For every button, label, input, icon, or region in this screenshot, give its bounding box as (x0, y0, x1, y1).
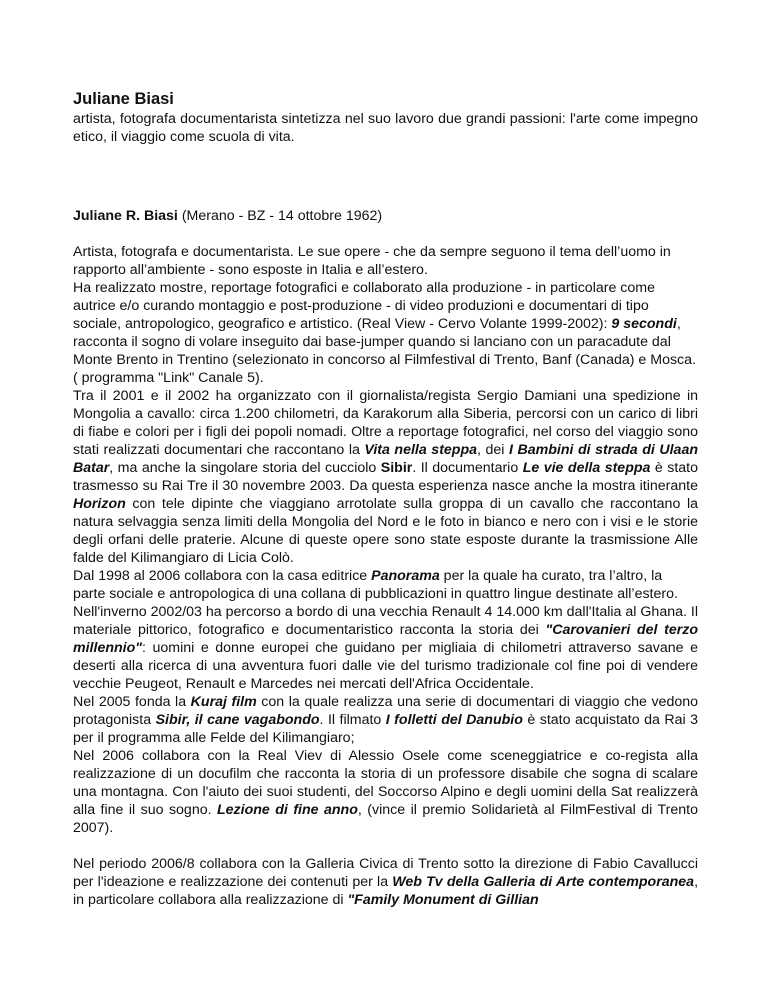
paragraph-panorama (73, 567, 698, 603)
project-carovanieri: "Carovanieri del terzo millennio" (73, 622, 698, 656)
p3-text-1: Tra il 2001 e il 2002 ha organizzato con il giornalista/regista Sergio Damiani una spedizione in Mongolia a cavallo: circa 1.200 chilometri, da Karakorum alla Siberia, percorsi con un carico di libri di fiabe e colori per i figli dei popoli nomadi. Oltre a reportage fotografici, nel corso del viaggio sono stati realizzati documentari che raccontano la (73, 388, 698, 458)
p6-text-4: è stato acquistato da Rai 3 per il programma alle Felde del Kilimangiaro; (73, 712, 698, 746)
p3-text-5: è stato trasmesso su Rai Tre il 30 novembre 2003. Da questa esperienza nasce anche la mostra itinerante (73, 460, 698, 494)
film-le-vie-della-steppa: Le vie della steppa (522, 460, 651, 476)
project-family-monument: "Family Monument di Gillian (347, 892, 539, 908)
exhibit-horizon: Horizon (73, 496, 126, 512)
film-folletti-del-danubio: I folletti del Danubio (385, 712, 523, 728)
p7-text-1: Nel 2006 collabora con la Real Viev di Alessio Osele come sceneggiatrice e co-regista alla realizzazione di un docufilm che racconta la storia di un professore disabile che sogna di scalare una montagna. Con l'aiuto dei suoi studenti, del Soccorso Alpino e degli uomini della Sat realizzerà alla fine il suo sogno. (73, 748, 698, 818)
intro-text: artista, fotografa documentarista sintetizza nel suo lavoro due grandi passioni: l'arte come impegno etico, il viaggio come scuola di vita. (73, 111, 698, 145)
p3-text-2: , dei (477, 442, 509, 458)
p8-text-2: , in particolare collabora alla realizzazione di (73, 874, 699, 908)
p3-text-6: con tele dipinte che viaggiano arrotolate sulla groppa di un cavallo che raccontano la natura selvaggia senza limiti della Mongolia del Nord e le foto in bianco e nero con i visi e le storie degli orfani delle praterie. Alcune di queste opere sono state esposte durante la trasmissione Alle falde del Kilimangiaro di Licia Colò. (73, 496, 698, 566)
project-web-tv: Web Tv della Galleria di Arte contemporanea (392, 874, 695, 890)
name-sibir: Sibir (380, 460, 413, 476)
paragraph-video (73, 279, 698, 387)
p2-text-1: Ha realizzato mostre, reportage fotografici e collaborato alla produzione - in particolare come autrice e/o curando montaggio e post-produzione - di video produzioni e documentari di tipo sociale, antropologico, geografico e artistico. (Real View - Cervo Volante 1999-2002): (73, 280, 655, 332)
p4-text-2: per la quale ha curato, tra l’altro, la parte sociale e antropologica di una collana di pubblicazioni in quattro lingue destinate all’estero. (73, 568, 678, 602)
paragraph-ghana (73, 603, 698, 693)
author-name: Juliane Biasi (73, 90, 174, 108)
film-9-secondi: 9 secondi (611, 316, 677, 332)
p2-text-2: , racconta il sogno di volare inseguito dai base-jumper quando si lanciano con un paracadute dal Monte Brento in Trentino (selezionato in concorso al Filmfestival di Trento, Banf (Canada) e Mosca. ( programma "Link" Canale 5). (73, 316, 696, 386)
company-kuraj-film: Kuraj film (190, 694, 257, 710)
p8-text-1: Nel periodo 2006/8 collabora con la Galleria Civica di Trento sotto la direzione di Fabio Cavallucci per l'ideazione e realizzazione dei contenuti per la (73, 856, 698, 890)
paragraph-mongolia (73, 387, 698, 567)
p6-text-3: . Il filmato (319, 712, 386, 728)
p6-text-2: con la quale realizza una serie di documentari di viaggio che vedono protagonista (73, 694, 699, 728)
p5-text-2: : uomini e donne europei che guidano per migliaia di chilometri attraverso savane e deserti alla ricerca di una avventura fuori dalle vie del turismo tradizionale col fine poi di vendere vecchie Peugeot, Renault e Marcedes nei mercati dell'Africa Occidentale. (73, 640, 698, 692)
p7-text-2: , (vince il premio Solidarietà al FilmFestival di Trento 2007). (73, 802, 698, 836)
film-lezione-di-fine-anno: Lezione di fine anno (217, 802, 358, 818)
p4-text-1: Dal 1998 al 2006 collabora con la casa editrice (73, 568, 372, 584)
p1-text: Artista, fotografa e documentarista. Le sue opere - che da sempre seguono il tema dell’uomo in rapporto all’ambiente - sono esposte in Italia e all’estero. (73, 244, 671, 278)
bio-birth: (Merano - BZ - 14 ottobre 1962) (177, 208, 383, 224)
p5-text-1: Nell'inverno 2002/03 ha percorso a bordo di una vecchia Renault 4 14.000 km dall'Italia al Ghana. Il materiale pittorico, fotografico e documentaristico racconta la storia dei (73, 604, 698, 638)
paragraph-real-viev (73, 747, 698, 837)
paragraph-galleria (73, 855, 698, 909)
p6-text-1: Nel 2005 fonda la (73, 694, 191, 710)
p3-text-3: , ma anche la singolare storia del cucciolo (109, 460, 381, 476)
film-sibir-cane-vagabondo: Sibir, il cane vagabondo (155, 712, 320, 728)
film-vita-nella-steppa: Vita nella steppa (364, 442, 478, 458)
publisher-panorama: Panorama (371, 568, 440, 584)
document-page (73, 88, 698, 909)
bio-fullname: Juliane R. Biasi (73, 208, 178, 224)
bio-heading (73, 207, 698, 225)
paragraph-intro (73, 243, 698, 279)
paragraph-kuraj (73, 693, 698, 747)
film-bambini-di-strada: I Bambini di strada di Ulaan Batar (73, 442, 698, 476)
p3-text-4: . Il documentario (412, 460, 523, 476)
